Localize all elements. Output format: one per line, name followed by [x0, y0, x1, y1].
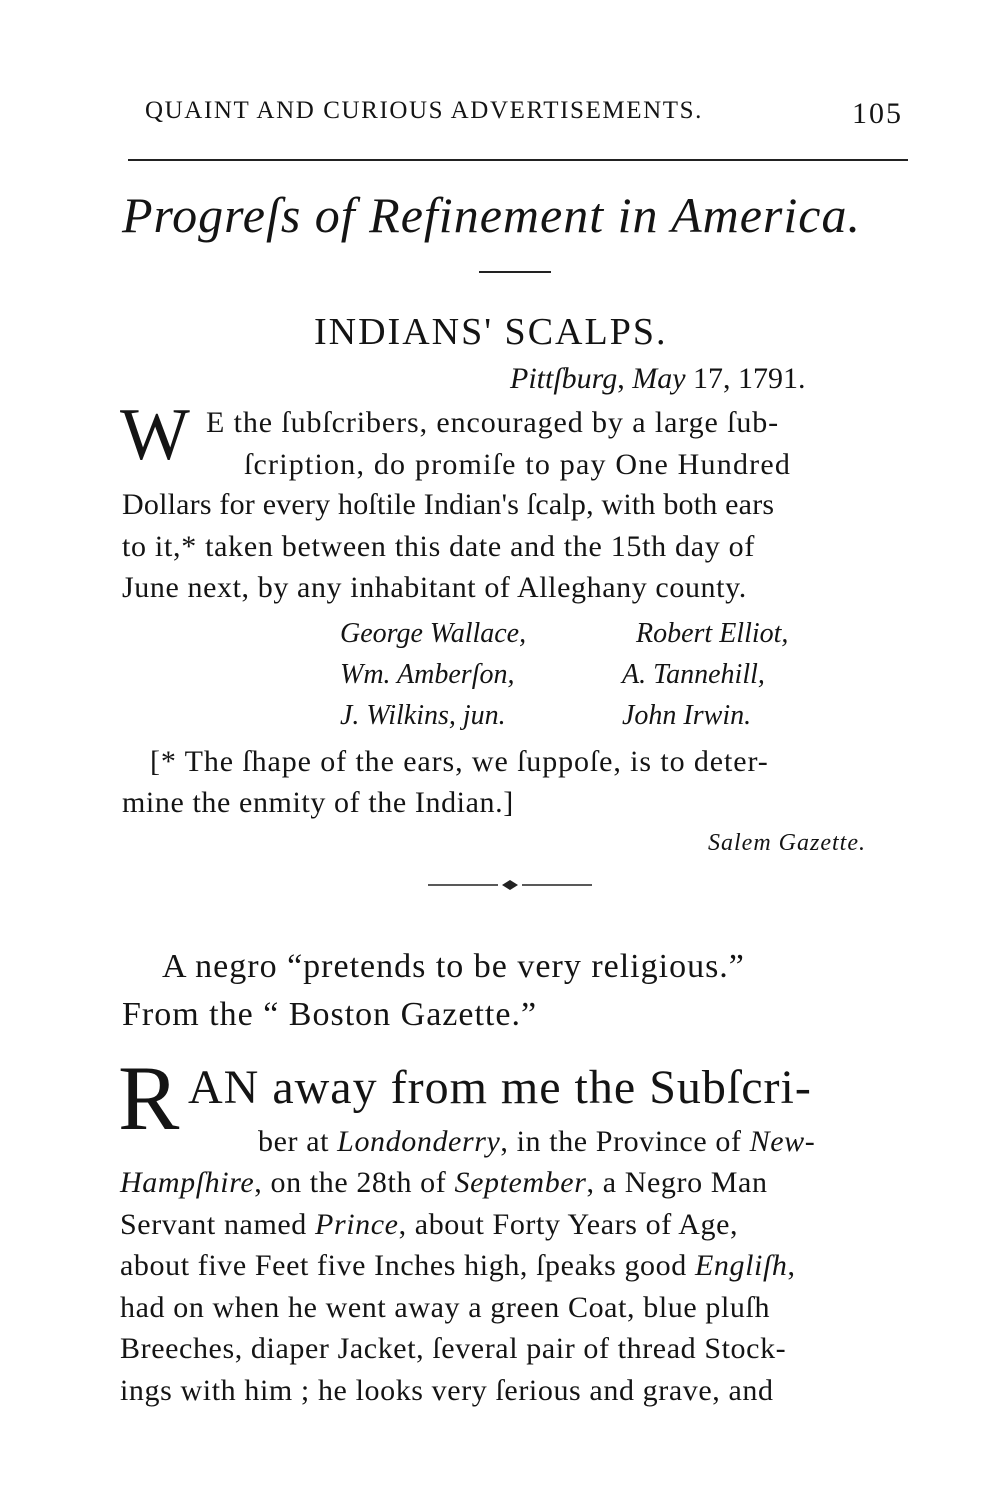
- ad2-line-3: [120, 1204, 738, 1246]
- text-run: , in the Province of: [500, 1125, 750, 1158]
- ad2-line-4: [120, 1245, 796, 1287]
- signatory: John Irwin.: [622, 700, 752, 731]
- signatory: A. Tannehill,: [622, 659, 765, 690]
- ad1-title: INDIANS' SCALPS.: [314, 311, 668, 353]
- ad1-line-4: to it,* taken between this date and the 15th day of: [122, 530, 756, 563]
- text-run: ber at: [258, 1125, 338, 1158]
- signatory: J. Wilkins, jun.: [340, 700, 506, 731]
- ad2-line-6: Breeches, diaper Jacket, ſeveral pair of thread Stock-: [120, 1332, 787, 1365]
- ad1-footnote-line-2: mine the enmity of the Indian.]: [122, 786, 514, 819]
- section-title: Progreſs of Refinement in America.: [122, 187, 861, 243]
- text-run: Servant named: [120, 1208, 316, 1241]
- place-name: Londonderry: [337, 1125, 501, 1158]
- page-number: 105: [852, 97, 903, 130]
- signatory: Robert Elliot,: [636, 618, 789, 649]
- ad2-line-7: ings with him ; he looks very ſerious and grave, and: [120, 1374, 774, 1407]
- ad1-source: Salem Gazette.: [708, 830, 866, 856]
- ad2-line-1: [258, 1121, 815, 1163]
- ad1-line-2: ſcription, do promiſe to pay One Hundred: [244, 448, 792, 481]
- ad2-intro-line-1: A negro “pretends to be very religious.”: [162, 948, 745, 985]
- text-run: ,: [787, 1249, 796, 1282]
- signatory: Wm. Amberſon,: [340, 659, 515, 690]
- header-rule: [128, 159, 908, 161]
- month-name: September: [454, 1166, 587, 1199]
- text-run: , a Negro Man: [586, 1166, 768, 1199]
- ad1-place: Pittſburg: [510, 362, 618, 395]
- signatory: George Wallace,: [340, 618, 527, 649]
- ad1-month: May: [632, 362, 686, 395]
- running-title: QUAINT AND CURIOUS ADVERTISEMENTS.: [145, 97, 704, 124]
- ad1-drop-cap: W: [120, 394, 190, 476]
- language-name: Engliſh: [694, 1249, 788, 1282]
- text-run: , about Forty Years of Age,: [398, 1208, 739, 1241]
- ad2-line-2: [120, 1162, 768, 1204]
- place-name: Hampſhire: [120, 1166, 255, 1199]
- title-rule: [479, 271, 551, 273]
- text-run: about five Feet five Inches high, ſpeaks good: [120, 1249, 695, 1282]
- text-run: , on the 28th of: [254, 1166, 455, 1199]
- ad2-drop-cap: R: [118, 1047, 180, 1149]
- ad1-line-5: June next, by any inhabitant of Alleghany county.: [122, 571, 747, 604]
- ad1-footnote-line-1: [* The ſhape of the ears, we ſuppoſe, is to deter-: [150, 745, 769, 778]
- place-name: New-: [749, 1125, 816, 1158]
- ad2-intro-line-2: From the “ Boston Gazette.”: [122, 996, 538, 1033]
- person-name: Prince: [315, 1208, 399, 1241]
- ad1-line-1: E the ſubſcribers, encouraged by a large ſub-: [206, 406, 780, 439]
- ornament-divider: [428, 878, 592, 892]
- ad1-line-3: Dollars for every hoſtile Indian's ſcalp, with both ears: [122, 488, 775, 521]
- ad1-dateline: Pittſburg, May 17, 1791.: [510, 362, 806, 395]
- ad1-date: 17, 1791.: [685, 362, 806, 395]
- ad2-headline: AN away from me the Subſcri-: [188, 1061, 812, 1114]
- ad2-line-5: had on when he went away a green Coat, blue pluſh: [120, 1291, 771, 1324]
